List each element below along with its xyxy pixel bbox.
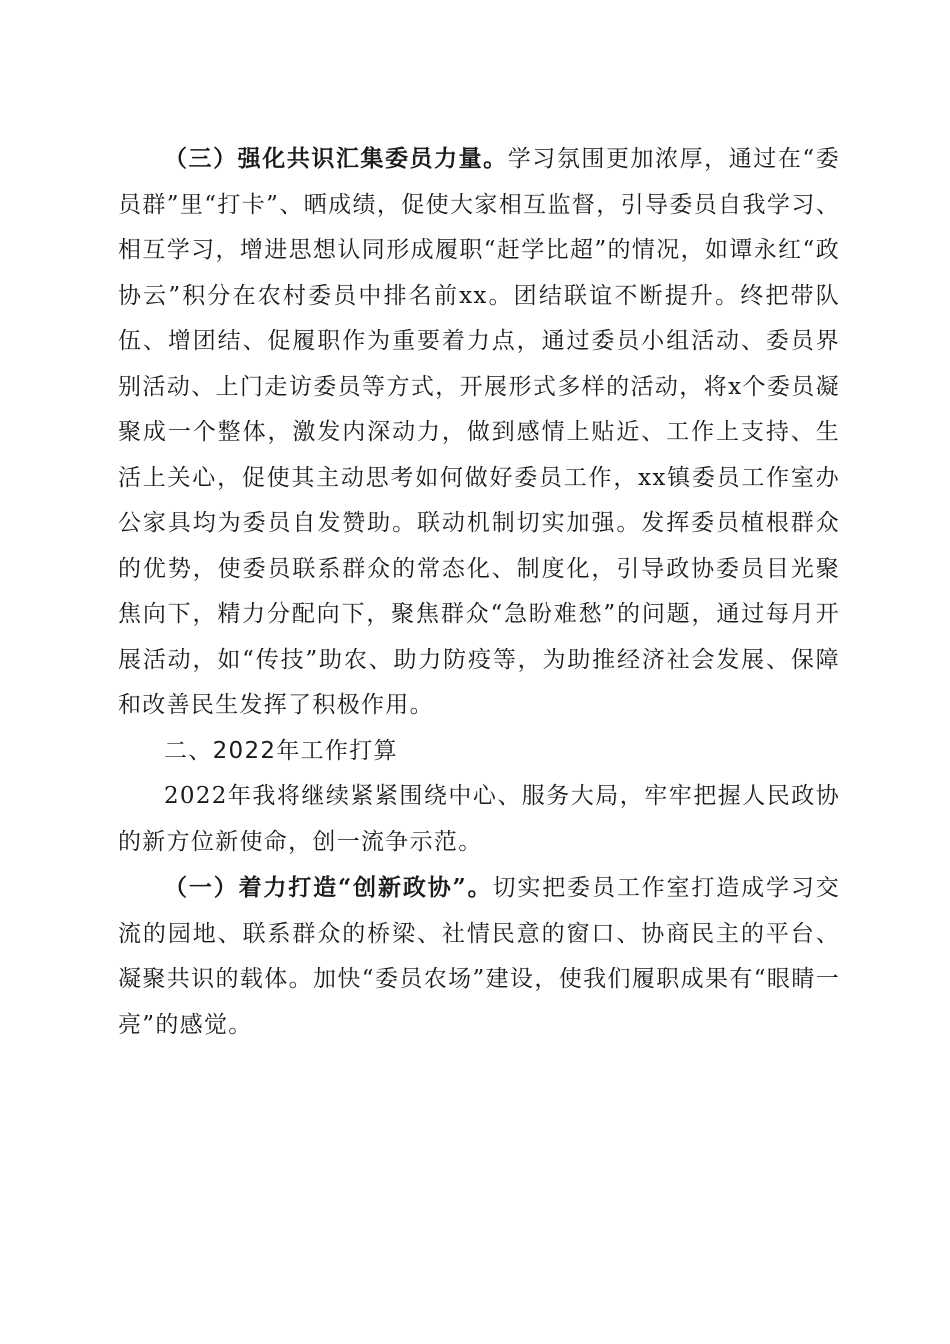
paragraph-2022-intro: 2022年我将继续紧紧围绕中心、服务大局，牢牢把握人民政协的新方位新使命，创一流争示范。	[118, 783, 840, 855]
document-body	[118, 136, 840, 1048]
paragraph-lead-heading: （一）着力打造“创新政协”。	[164, 874, 493, 901]
section-heading-2022-plan: 二、2022年工作打算	[164, 737, 398, 764]
paragraph-innovative-cppcc	[118, 865, 840, 1048]
paragraph-text: 学习氛围更加浓厚，通过在“委员群”里“打卡”、晒成绩，促使大家相互监督，引导委员自我学习、相互学习，增进思想认同形成履职“赶学比超”的情况，如谭永红“政协云”积分在农村委员中排名前xx。团结联谊不断提升。终把带队伍、增团结、促履职作为重要着力点，通过委员小组活动、委员界别活动、上门走访委员等方式，开展形式多样的活动，将x个委员凝聚成一个整体，激发内深动力，做到感情上贴近、工作上支持、生活上关心，促使其主动思考如何做好委员工作，xx镇委员工作室办公家具均为委员自发赞助。联动机制切实加强。发挥委员植根群众的优势，使委员联系群众的常态化、制度化，引导政协委员目光聚焦向下，精力分配向下，聚焦群众“急盼难愁”的问题，通过每月开展活动，如“传技”助农、助力防疫等，为助推经济社会发展、保障和改善民生发挥了积极作用。	[118, 146, 840, 718]
paragraph-text: 切实把委员工作室打造成学习交流的园地、联系群众的桥梁、社情民意的窗口、协商民主的平台、凝聚共识的载体。加快“委员农场”建设，使我们履职成果有“眼睛一亮”的感觉。	[118, 875, 840, 1038]
paragraph-strengthen-consensus	[118, 136, 840, 729]
paragraph-lead-heading: （三）强化共识汇集委员力量。	[164, 145, 508, 172]
